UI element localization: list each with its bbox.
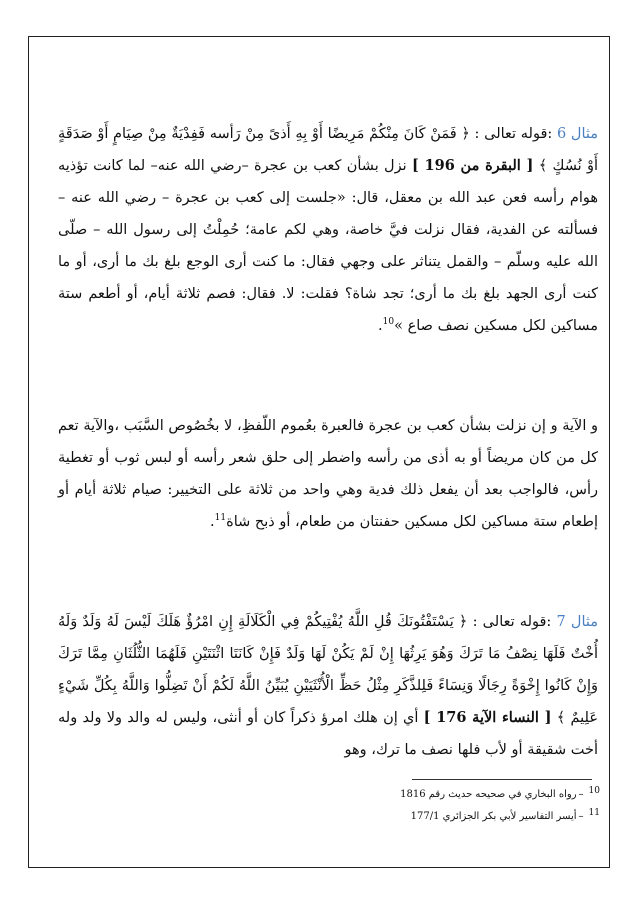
surah-reference: [ البقرة من 196 ] [411, 157, 534, 174]
paragraph-body: و الآية و إن نزلت بشأن كعب بن عجرة فالعبرة بعُموم اللّفظِ، لا بخُصُوص السَّبَب ،والآية تعم كل من كان مريضاً أو به أذى من رأسه واضطر إلى حلق شعر رأسه أو لبس ثوب أو تغطية رأس، فالواجب بعد أن يفعل ذلك فدية وهي واحد من ثلاثة على التخيير: صيام ثلاثة أيام أو إطعام ستة مساكين لكل مسكين حفنتان من طعام، أو ذبح شاة [58, 418, 598, 530]
verse-intro: :قوله تعالى : [472, 614, 552, 630]
surah-reference: [ النساء الآية 176 ] [423, 709, 552, 726]
example-6-paragraph [58, 118, 598, 342]
footnote-item: $^{11}$–أيسر التفاسير لأبي بكر الجزائري 177/1 [410, 807, 600, 822]
footnotes [400, 784, 600, 828]
verse-intro: :قوله تعالى : [474, 126, 553, 142]
paragraph-body: نزل بشأن كعب بن عجرة –رضي الله عنه– لما كانت تؤذيه هوام رأسه فعن عبد الله بن معقل، قال: «جلست إلى كعب بن عجرة – رضي الله عنه – فسألته عن الفدية، فقال نزلت فيَّ خاصة، وهي لكم عامة؛ حُمِلْتُ إلى رسول الله – صلّى الله عليه وسلّم – والقمل يتناثر على وجهي فقال: ما كنت أرى الوجع بلغ بك ما أرى، أو ما كنت أرى الجهد بلغ بك ما أرى؛ تجد شاة؟ فقلت: لا. فقال: فصم ثلاثة أيام، أو أطعم ستة مساكين لكل مسكين نصف صاع » [58, 158, 598, 334]
page-content [58, 118, 598, 766]
example-label: مثال 6 [556, 126, 599, 142]
footnote-number: 11 [588, 807, 600, 818]
example-7-paragraph [58, 606, 598, 766]
footnote-separator [412, 779, 592, 780]
footnote-number: 10 [588, 785, 600, 796]
example-label: مثال 7 [556, 614, 599, 630]
paragraph-body: أي إن هلك امرؤ ذكراً كان أو أنثى، وليس له والد ولا ولد وله أخت شقيقة أو لأب فلها نصف ما ترك، وهو [58, 710, 598, 758]
quran-verse: ﴿ فَمَنْ كَانَ مِنْكُمْ مَرِيضًا أَوْ بِهِ أَذىً مِنْ رَأسه فَفِدْيَةٌ مِنْ صِيَامٍ أَوْ صَدَقَةٍ أَوْ نُسُكٍ ﴾ [58, 126, 599, 174]
footnote-text: رواه البخاري في صحيحه حديث رقم 1816 [400, 789, 577, 800]
footnote-marker: 11 [214, 513, 227, 524]
footnote-text: أيسر التفاسير لأبي بكر الجزائري 177/1 [410, 811, 577, 822]
sentence-end: . [210, 514, 215, 530]
footnote-marker: 10 [382, 317, 395, 328]
sentence-end: . [378, 318, 383, 334]
footnote-item: $^{10}$–رواه البخاري في صحيحه حديث رقم 1816 [400, 785, 600, 800]
quran-verse: ﴿ يَسْتَفْتُونَكَ قُلِ اللَّهُ يُفْتِيكُمْ فِي الْكَلَالَةِ إِنِ امْرُؤٌ هَلَكَ لَيْسَ لَهُ وَلَدٌ وَلَهُ أُخْتٌ فَلَهَا نِصْفُ مَا تَرَكَ وَهُوَ يَرِثُهَا إِنْ لَمْ يَكُنْ لَهَا وَلَدٌ فَإِنْ كَانَتَا اثْنَتَيْنِ فَلَهُمَا الثُّلُثَانِ مِمَّا تَرَكَ وَإِنْ كَانُوا إِخْوَةً رِجَالًا وَنِسَاءً فَلِلذَّكَرِ مِثْلُ حَظِّ الْأُنْثَيَيْنِ يُبَيِّنُ اللَّهُ لَكُمْ أَنْ تَضِلُّوا وَاللَّهُ بِكُلِّ شَيْءٍ عَلِيمٌ ﴾ [58, 614, 598, 726]
commentary-paragraph [58, 410, 598, 538]
